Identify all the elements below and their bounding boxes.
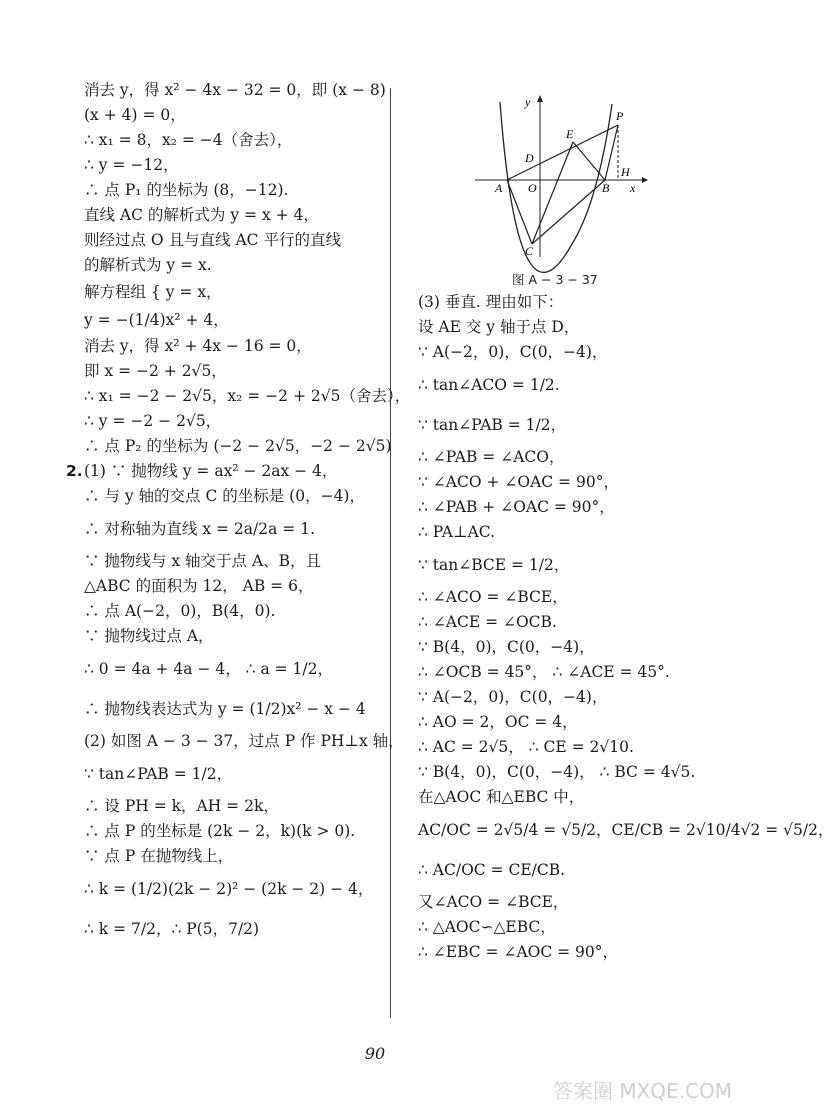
text-line [418, 940, 728, 965]
line-text: (3) 垂直. 理由如下： [418, 293, 564, 311]
segment-EB [573, 142, 605, 180]
page-number: 90 [364, 1044, 386, 1063]
text-line [84, 278, 384, 306]
left-column [66, 78, 411, 949]
line-text: 直线 AC 的解析式为 y = x + 4， [84, 206, 319, 224]
label-x: x [630, 181, 636, 195]
line-text: ∴ 点 P₂ 的坐标为 (−2 − 2√5，−2 − 2√5) [84, 437, 392, 455]
text-line [418, 470, 728, 495]
text-line [84, 794, 384, 819]
line-text: (x + 4) = 0， [84, 106, 186, 124]
text-line [84, 844, 384, 869]
line-text: (1) ∵ 抛物线 y = ax² − 2ax − 4， [84, 462, 338, 480]
text-line [84, 599, 384, 624]
text-line [418, 735, 728, 760]
line-text: ∵ 抛物线与 x 轴交于点 A、B，且 [84, 552, 322, 570]
text-line [84, 103, 384, 128]
line-text: ∴ tan∠ACO = 1/2. [418, 376, 560, 394]
watermark-logo: 答案圈 MXQE.COM [552, 1079, 732, 1103]
line-text: ∵ tan∠PAB = 1/2， [84, 765, 233, 783]
text-line [84, 484, 384, 509]
line-text: ∴ ∠PAB + ∠OAC = 90°， [418, 498, 615, 516]
line-text: ∵ B(4，0)，C(0，−4)， ∴ BC = 4√5. [418, 763, 696, 781]
line-text: ∵ B(4，0)，C(0，−4)， [418, 638, 595, 656]
text-line [84, 649, 384, 689]
parabola-curve [500, 102, 612, 272]
y-axis-arrow [537, 95, 543, 102]
text-line [84, 409, 384, 434]
text-line [418, 315, 728, 340]
text-line [84, 334, 384, 359]
label-D: D [525, 151, 534, 165]
line-text: ∵ tan∠PAB = 1/2， [418, 416, 567, 434]
text-line [66, 459, 384, 484]
text-line [84, 384, 411, 409]
line-text: ∴ 点 P 的坐标是 (2k − 2，k)(k > 0). [84, 822, 356, 840]
line-text: ∴ y = −12， [84, 156, 179, 174]
text-line [84, 434, 392, 459]
line-text: ∴ AC/OC = CE/CB. [418, 861, 566, 879]
text-line [418, 890, 728, 915]
line-text: ∵ tan∠BCE = 1/2， [418, 556, 570, 574]
label-E: E [566, 127, 574, 141]
line-text: ∴ y = −2 − 2√5， [84, 412, 222, 430]
line-text: ∵ A(−2，0)，C(0，−4)， [418, 688, 608, 706]
text-line [84, 228, 384, 253]
line-text: ∴ ∠EBC = ∠AOC = 90°， [418, 943, 619, 961]
text-line [84, 359, 384, 384]
line-text: ∵ 抛物线过点 A， [84, 627, 214, 645]
line-text: ∴ PA⊥AC. [418, 523, 495, 541]
line-text: ∴ ∠ACO = ∠BCE， [418, 588, 568, 606]
text-line [84, 869, 384, 909]
text-line [418, 785, 728, 810]
text-line [418, 340, 728, 365]
line-text: ∴ 对称轴为直线 x = 2a/2a = 1. [84, 520, 315, 538]
line-text: ∴ ∠PAB = ∠ACO， [418, 448, 565, 466]
problem-number: 2. [66, 462, 83, 480]
text-line [418, 495, 728, 520]
line-text: ∴ ∠ACE = ∠OCB. [418, 613, 557, 631]
line-text: ∴ 抛物线表达式为 y = (1/2)x² − x − 4 [84, 700, 366, 718]
figure-caption: 图 A − 3 − 37 [512, 272, 598, 287]
text-line [418, 660, 728, 685]
text-line [84, 549, 384, 574]
label-C: C [525, 244, 534, 258]
text-line [84, 153, 384, 178]
line-text: 消去 y，得 x² − 4x − 32 = 0，即 (x − 8) [84, 81, 386, 99]
line-text: y = −(1/4)x² + 4， [84, 311, 229, 329]
text-line [418, 585, 728, 610]
text-line [84, 624, 384, 649]
line-text: 的解析式为 y = x. [84, 256, 212, 274]
line-text: ∴ 点 A(−2，0)，B(4，0). [84, 602, 276, 620]
text-line [418, 365, 728, 405]
line-text: ∴ AO = 2，OC = 4， [418, 713, 578, 731]
line-text: ∴ ∠OCB = 45°， ∴ ∠ACE = 45°. [418, 663, 670, 681]
line-text: AC/OC = 2√5/4 = √5/2，CE/CB = 2√10/4√2 = √5/2， [418, 821, 833, 839]
text-line [418, 635, 728, 660]
segment-AP [507, 125, 618, 180]
text-line [84, 178, 384, 203]
text-line [418, 290, 728, 315]
line-text: ∴ 0 = 4a + 4a − 4， ∴ a = 1/2， [84, 660, 333, 678]
line-text: ∴ 点 P₁ 的坐标为 (8，−12). [84, 181, 289, 199]
label-H: H [621, 165, 630, 179]
line-text: 设 AE 交 y 轴于点 D， [418, 318, 580, 336]
line-text: 即 x = −2 + 2√5， [84, 362, 227, 380]
line-text: 在△AOC 和△EBC 中， [418, 788, 585, 806]
line-text: ∵ ∠ACO + ∠OAC = 90°， [418, 473, 619, 491]
line-text: ∴ k = (1/2)(2k − 2)² − (2k − 2) − 4， [84, 880, 374, 898]
line-text: 又∠ACO = ∠BCE， [418, 893, 569, 911]
label-O: O [528, 181, 537, 195]
right-column [418, 290, 833, 965]
text-line [84, 203, 384, 228]
line-text: ∴ 设 PH = k，AH = 2k， [84, 797, 279, 815]
text-line [418, 610, 728, 635]
text-line [84, 574, 384, 599]
text-line [418, 760, 728, 785]
line-text: ∴ AC = 2√5， ∴ CE = 2√10. [418, 738, 634, 756]
text-line [84, 909, 384, 949]
line-text: 消去 y，得 x² + 4x − 16 = 0， [84, 337, 312, 355]
text-line [418, 810, 833, 850]
text-line [418, 685, 728, 710]
line-text: 解方程组 { y = x， [84, 283, 222, 301]
text-line [84, 729, 404, 754]
column-divider [390, 88, 391, 1018]
line-text: 则经过点 O 且与直线 AC 平行的直线 [84, 231, 341, 249]
text-line [418, 445, 728, 470]
text-line [84, 509, 384, 549]
text-line [418, 405, 728, 445]
text-line [418, 545, 728, 585]
label-A: A [495, 181, 503, 195]
line-text: ∴ 与 y 轴的交点 C 的坐标是 (0，−4)， [84, 487, 365, 505]
line-text: ∵ A(−2，0)，C(0，−4)， [418, 343, 608, 361]
text-line [84, 128, 384, 153]
label-B: B [602, 181, 610, 195]
text-line [84, 819, 384, 844]
text-line [84, 78, 384, 103]
text-line [84, 253, 384, 278]
line-text: ∴ x₁ = −2 − 2√5，x₂ = −2 + 2√5（舍去）， [84, 387, 411, 405]
segment-CB [532, 180, 605, 244]
text-line [418, 850, 728, 890]
line-text: △ABC 的面积为 12， AB = 6， [84, 577, 314, 595]
label-P: P [616, 109, 624, 123]
text-line [84, 754, 384, 794]
text-line [418, 915, 728, 940]
text-line [418, 710, 728, 735]
text-line [418, 520, 728, 545]
line-text: ∵ 点 P 在抛物线上， [84, 847, 234, 865]
line-text: (2) 如图 A − 3 − 37，过点 P 作 PH⊥x 轴， [84, 732, 404, 750]
line-text: ∴ △AOC∽△EBC， [418, 918, 556, 936]
parabola-figure [470, 92, 650, 262]
line-text: ∴ k = 7/2，∴ P(5，7/2) [84, 920, 260, 938]
text-line [84, 306, 384, 334]
label-y: y [525, 95, 531, 109]
x-axis-arrow [642, 177, 648, 183]
line-text: ∴ x₁ = 8，x₂ = −4（舍去）， [84, 131, 293, 149]
text-line [84, 689, 384, 729]
